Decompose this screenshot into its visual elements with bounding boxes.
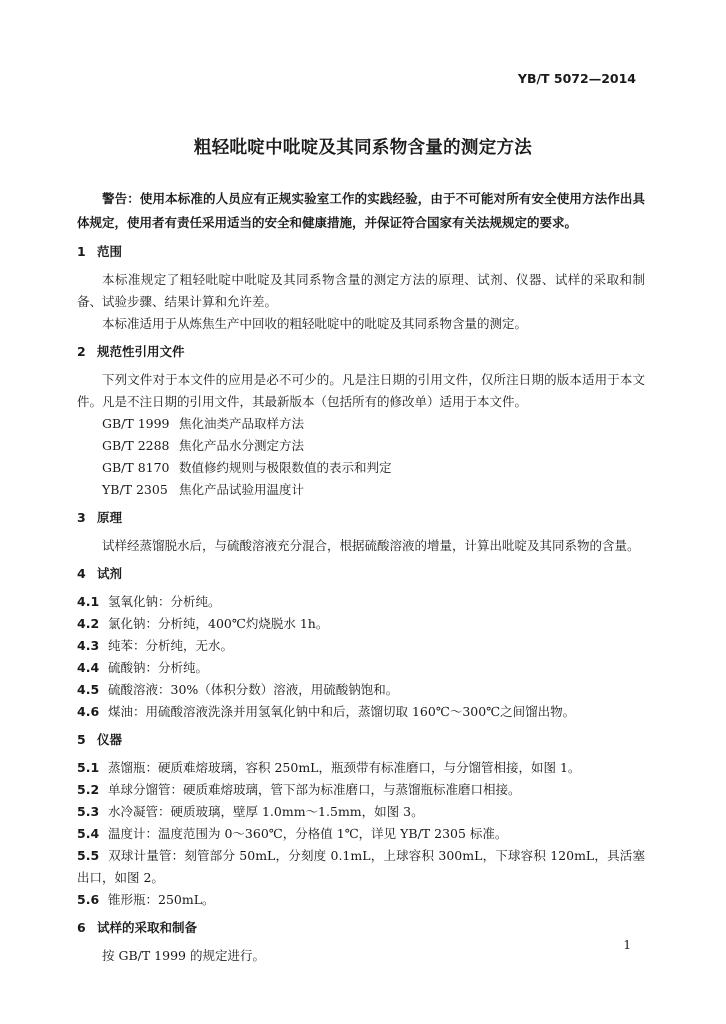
reagent-item [77,635,645,657]
section-number: 3 [77,510,86,525]
scope-paragraph-1: 本标准规定了粗轻吡啶中吡啶及其同系物含量的测定方法的原理、试剂、仪器、试样的采取和制备、试验步骤、结果计算和允许差。 [77,272,645,309]
apparatus-item [77,889,645,911]
section-title: 规范性引用文件 [97,344,185,359]
apparatus-item [77,845,645,889]
page-title: 粗轻吡啶中吡啶及其同系物含量的测定方法 [193,138,533,158]
reagent-item [77,657,645,679]
reference-row [77,479,645,501]
item-number: 4.1 [77,594,100,609]
section-heading-2 [77,343,645,361]
item-text: 水冷凝管：硬质玻璃，壁厚 1.0mm～1.5mm，如图 3。 [108,804,424,819]
section-number: 5 [77,732,86,747]
apparatus-item [77,823,645,845]
reagent-item [77,613,645,635]
section-number: 1 [77,244,86,259]
principle-paragraph: 试样经蒸馏脱水后，与硫酸溶液充分混合，根据硫酸溶液的增量，计算出吡啶及其同系物的含量。 [102,538,640,553]
reference-name: 数值修约规则与极限数值的表示和判定 [179,460,392,475]
item-number: 4.3 [77,638,100,653]
item-number: 5.5 [77,848,100,863]
section-heading-4 [77,565,645,583]
reference-row [77,413,645,435]
reference-code: GB/T 8170 [102,460,170,475]
scope-paragraph-2: 本标准适用于从炼焦生产中回收的粗轻吡啶中的吡啶及其同系物含量的测定。 [102,316,528,331]
apparatus-item [77,757,645,779]
section-heading-5 [77,731,645,749]
reference-row [77,457,645,479]
apparatus-item [77,801,645,823]
item-number: 5.4 [77,826,100,841]
section-title: 试样的采取和制备 [97,920,198,935]
item-text: 温度计：温度范围为 0～360℃，分格值 1℃，详见 YB/T 2305 标准。 [108,826,508,841]
item-text: 单球分馏管：硬质难熔玻璃，管下部为标准磨口，与蒸馏瓶标准磨口相接。 [108,782,521,797]
section-number: 6 [77,920,86,935]
section-title: 仪器 [97,732,123,747]
section-title: 试剂 [97,566,123,581]
page-number: 1 [623,938,631,952]
item-text: 硫酸溶液：30%（体积分数）溶液，用硫酸钠饱和。 [108,682,399,697]
reference-row [77,435,645,457]
reference-name: 焦化产品试验用温度计 [179,482,305,497]
item-text: 氯化钠：分析纯，400℃灼烧脱水 1h。 [108,616,329,631]
references-paragraph: 下列文件对于本文件的应用是必不可少的。凡是注日期的引用文件，仅所注日期的版本适用于本文件。凡是不注日期的引用文件，其最新版本（包括所有的修改单）适用于本文件。 [77,372,645,409]
item-number: 4.4 [77,660,100,675]
sampling-paragraph: 按 GB/T 1999 的规定进行。 [102,948,265,963]
item-number: 4.2 [77,616,100,631]
item-number: 5.3 [77,804,100,819]
apparatus-item [77,779,645,801]
warning-paragraph: 警告：使用本标准的人员应有正规实验室工作的实践经验，由于不可能对所有安全使用方法作出具体规定，使用者有责任采用适当的安全和健康措施，并保证符合国家有关法规规定的要求。 [77,191,645,230]
item-text: 双球计量管：刻管部分 50mL，分刻度 0.1mL，上球容积 300mL，下球容积 120mL，具活塞出口，如图 2。 [77,848,645,885]
section-number: 2 [77,344,86,359]
section-heading-1 [77,243,645,261]
item-number: 5.1 [77,760,100,775]
item-text: 纯苯：分析纯，无水。 [108,638,234,653]
reagent-item [77,679,645,701]
item-text: 蒸馏瓶：硬质难熔玻璃，容积 250mL，瓶颈带有标准磨口，与分馏管相接，如图 1。 [108,760,581,775]
reference-code: GB/T 1999 [102,416,170,431]
item-number: 5.6 [77,892,100,907]
section-number: 4 [77,566,86,581]
reagent-item [77,701,645,723]
reference-name: 焦化油类产品取样方法 [179,416,305,431]
section-title: 范围 [97,244,123,259]
reference-code: YB/T 2305 [102,482,168,497]
reference-code: GB/T 2288 [102,438,170,453]
item-text: 煤油：用硫酸溶液洗涤并用氢氧化钠中和后，蒸馏切取 160℃～300℃之间馏出物。 [108,704,576,719]
item-text: 锥形瓶：250mL。 [108,892,215,907]
section-heading-3 [77,509,645,527]
item-number: 4.5 [77,682,100,697]
item-number: 4.6 [77,704,100,719]
reference-name: 焦化产品水分测定方法 [179,438,305,453]
standard-code: YB/T 5072—2014 [517,71,636,86]
reagent-item [77,591,645,613]
item-number: 5.2 [77,782,100,797]
section-title: 原理 [97,510,123,525]
document-body [77,187,645,967]
item-text: 氢氧化钠：分析纯。 [108,594,221,609]
item-text: 硫酸钠：分析纯。 [108,660,209,675]
section-heading-6 [77,919,645,937]
